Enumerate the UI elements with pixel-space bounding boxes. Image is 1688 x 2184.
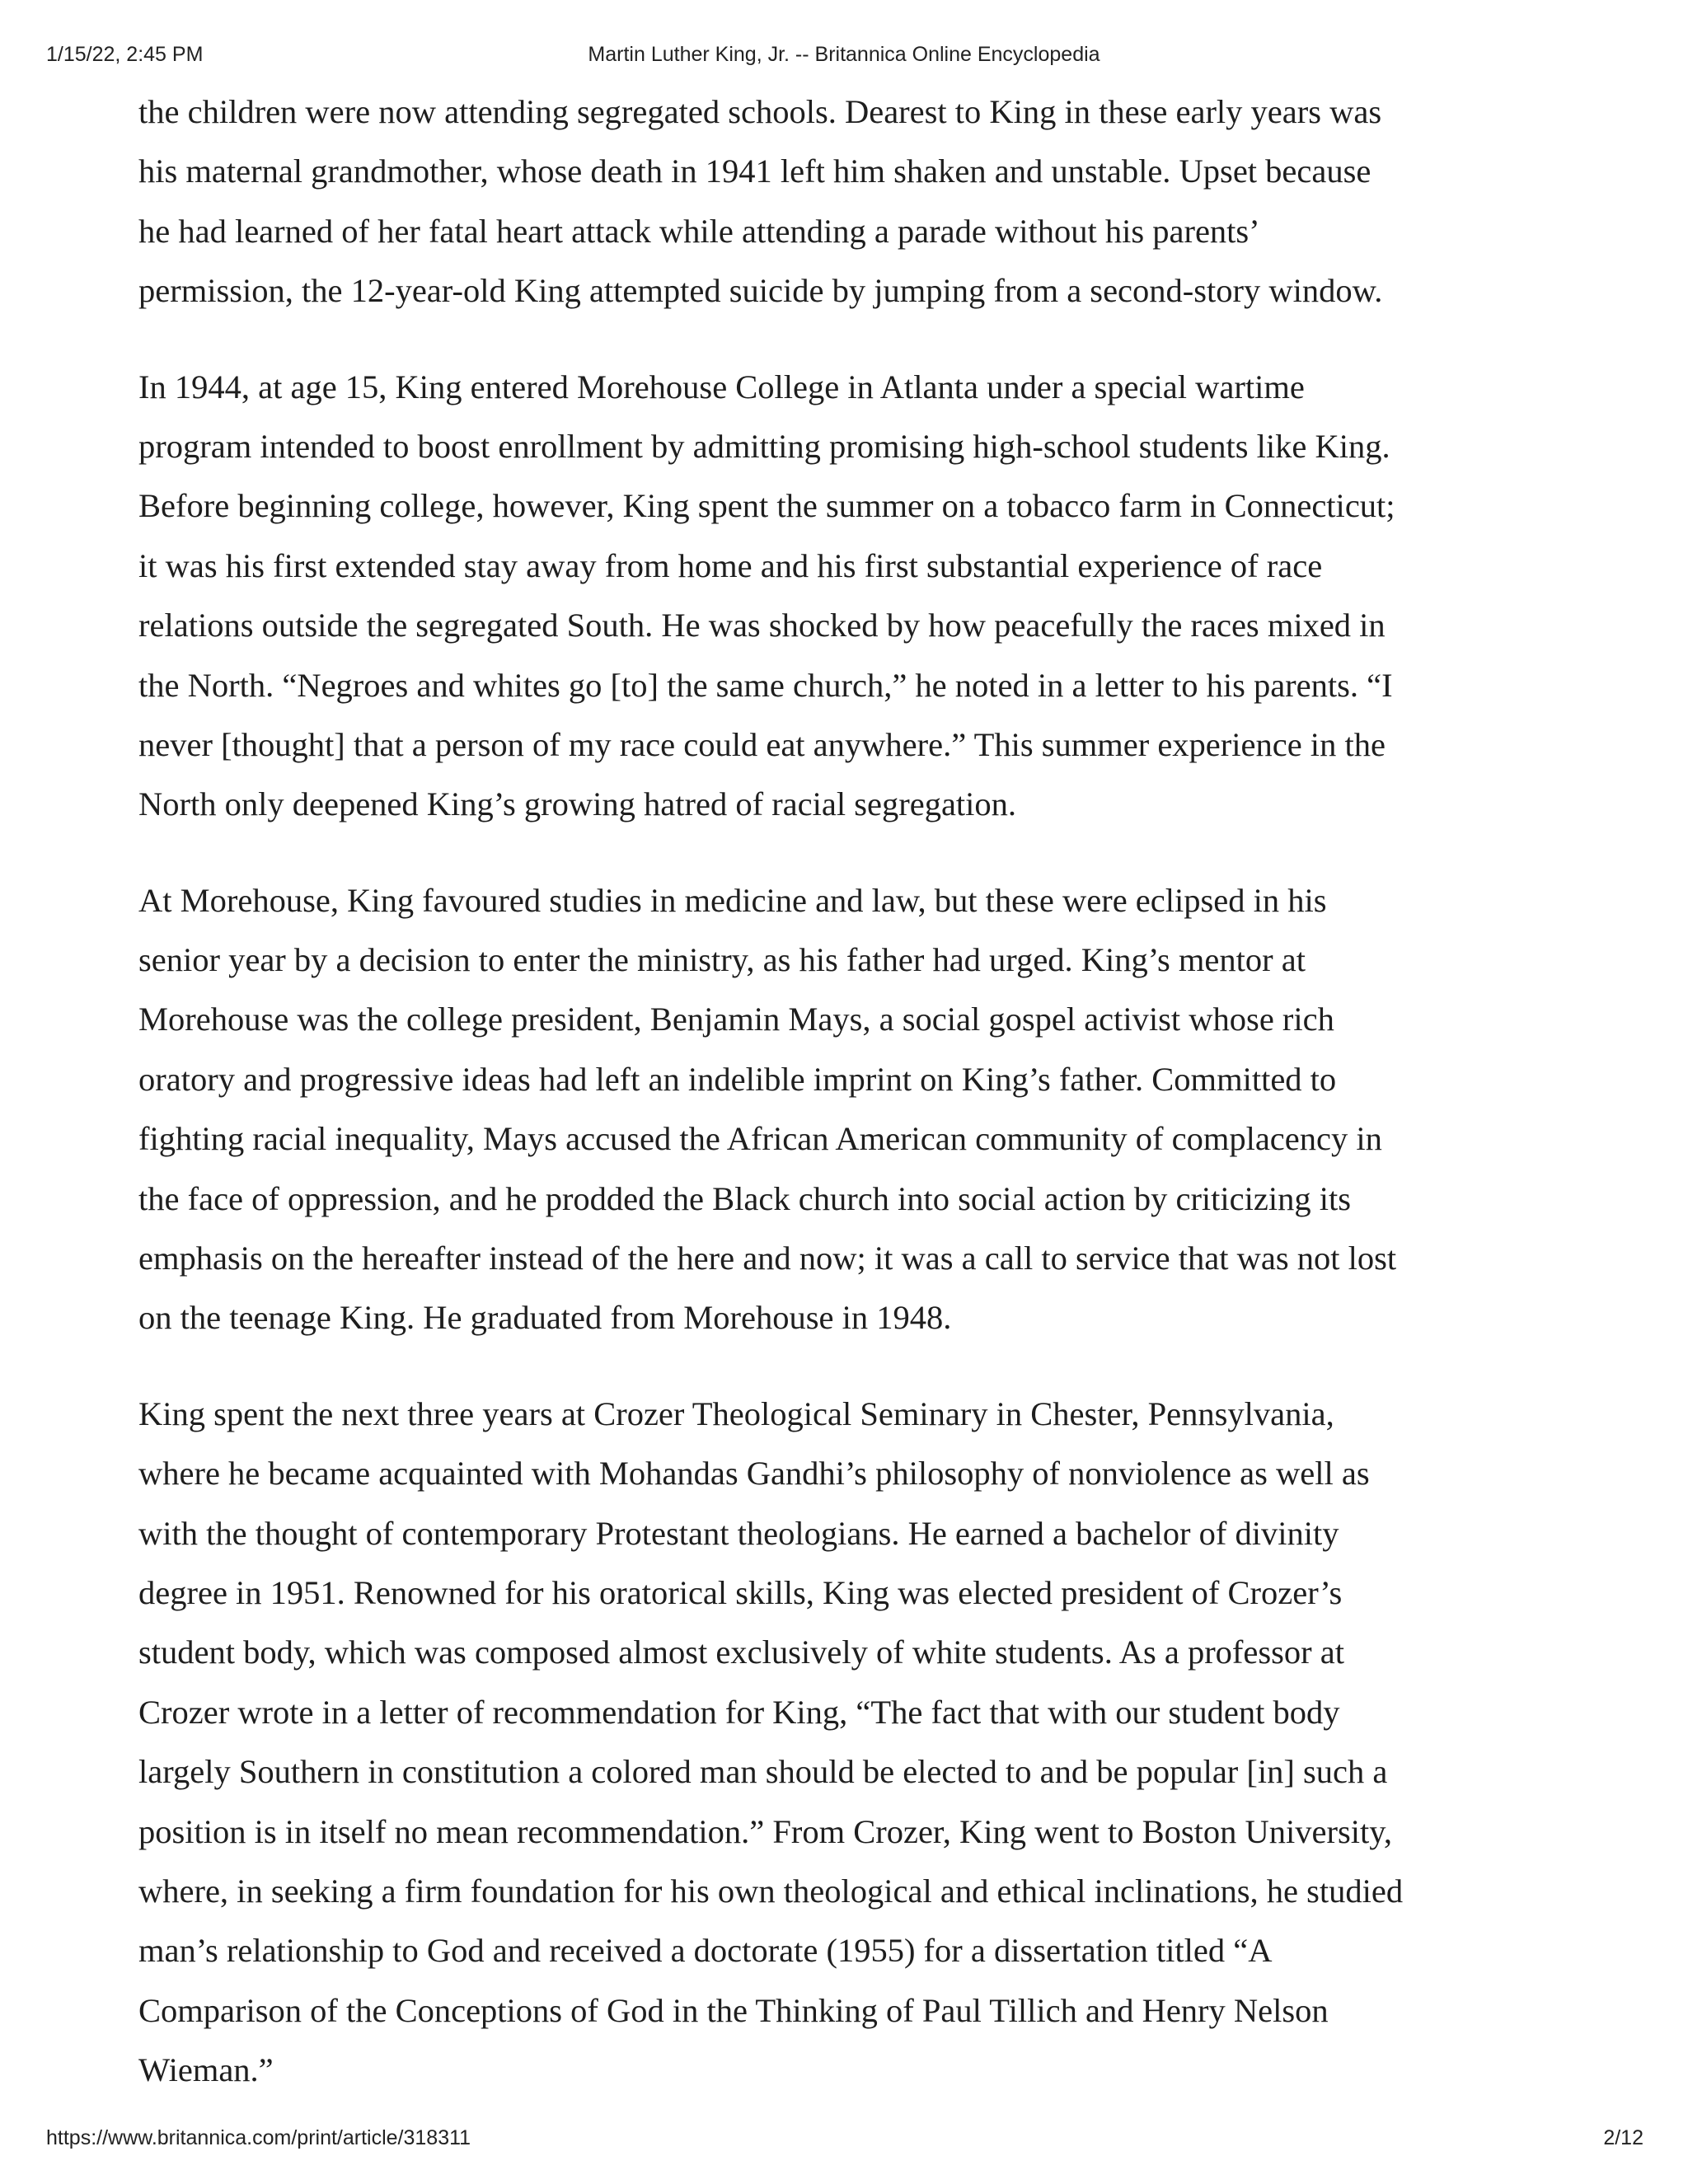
paragraph xyxy=(138,1385,1556,2101)
paragraph xyxy=(138,358,1556,835)
text-line: Wieman.” xyxy=(138,2051,274,2089)
text-line: he had learned of her fatal heart attack while attending a parade without his parents’ xyxy=(138,212,1260,250)
paragraph xyxy=(138,82,1556,321)
text-line: fighting racial inequality, Mays accused the African American community of complacency in xyxy=(138,1120,1382,1158)
text-line: it was his first extended stay away from home and his first substantial experience of race xyxy=(138,546,1323,584)
text-line: his maternal grandmother, whose death in 1941 left him shaken and unstable. Upset because xyxy=(138,152,1372,190)
text-line: never [thought] that a person of my race could eat anywhere.” This summer experience in the xyxy=(138,725,1386,763)
text-line: where, in seeking a firm foundation for his own theological and ethical inclinations, he studied xyxy=(138,1872,1404,1910)
text-line: with the thought of contemporary Protestant theologians. He earned a bachelor of divinity xyxy=(138,1514,1339,1552)
print-datetime: 1/15/22, 2:45 PM xyxy=(46,43,204,66)
text-line: student body, which was composed almost exclusively of white students. As a professor at xyxy=(138,1633,1345,1671)
text-line: the children were now attending segregated schools. Dearest to King in these early years was xyxy=(138,93,1382,130)
paragraph xyxy=(138,871,1556,1348)
text-line: the face of oppression, and he prodded the Black church into social action by criticizing its xyxy=(138,1179,1352,1217)
text-line: Before beginning college, however, King spent the summer on a tobacco farm in Connecticut; xyxy=(138,487,1395,525)
text-line: position is in itself no mean recommendation.” From Crozer, King went to Boston University, xyxy=(138,1812,1393,1850)
text-line: Morehouse was the college president, Benjamin Mays, a social gospel activist whose rich xyxy=(138,1001,1334,1038)
page-title: Martin Luther King, Jr. -- Britannica Online Encyclopedia xyxy=(588,43,1100,66)
text-line: man’s relationship to God and received a doctorate (1955) for a dissertation titled “A xyxy=(138,1932,1273,1970)
text-line: senior year by a decision to enter the ministry, as his father had urged. King’s mentor at xyxy=(138,941,1306,979)
text-line: At Morehouse, King favoured studies in medicine and law, but these were eclipsed in his xyxy=(138,881,1327,919)
text-line: King spent the next three years at Crozer Theological Seminary in Chester, Pennsylvania, xyxy=(138,1394,1334,1432)
text-line: on the teenage King. He graduated from Morehouse in 1948. xyxy=(138,1299,952,1337)
text-line: emphasis on the hereafter instead of the here and now; it was a call to service that was not lost xyxy=(138,1240,1397,1277)
text-line: largely Southern in constitution a colored man should be elected to and be popular [in] such a xyxy=(138,1753,1388,1791)
text-line: oratory and progressive ideas had left an indelible imprint on King’s father. Committed to xyxy=(138,1060,1337,1098)
text-line: where he became acquainted with Mohandas Gandhi’s philosophy of nonviolence as well as xyxy=(138,1455,1370,1493)
text-line: In 1944, at age 15, King entered Morehouse College in Atlanta under a special wartime xyxy=(138,368,1305,405)
print-header xyxy=(0,43,1688,71)
text-line: permission, the 12-year-old King attempted suicide by jumping from a second-story window. xyxy=(138,272,1383,310)
text-line: relations outside the segregated South. He was shocked by how peacefully the races mixed in xyxy=(138,607,1386,644)
text-line: Comparison of the Conceptions of God in the Thinking of Paul Tillich and Henry Nelson xyxy=(138,1991,1329,2029)
text-line: program intended to boost enrollment by admitting promising high-school students like King. xyxy=(138,427,1390,465)
text-line: degree in 1951. Renowned for his oratorical skills, King was elected president of Crozer’s xyxy=(138,1573,1343,1611)
article-body xyxy=(138,82,1556,2137)
page-url: https://www.britannica.com/print/article/318311 xyxy=(46,2126,471,2149)
page-number: 2/12 xyxy=(1603,2126,1643,2149)
text-line: Crozer wrote in a letter of recommendation for King, “The fact that with our student body xyxy=(138,1693,1340,1731)
text-line: North only deepened King’s growing hatred of racial segregation. xyxy=(138,785,1017,823)
text-line: the North. “Negroes and whites go [to] the same church,” he noted in a letter to his parents. “I xyxy=(138,666,1393,704)
print-footer xyxy=(0,2126,1688,2154)
